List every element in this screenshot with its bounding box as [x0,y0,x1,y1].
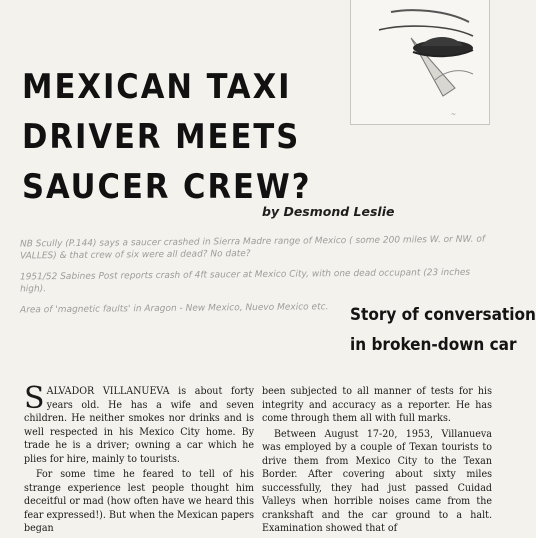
body-paragraph-4: Between August 17-20, 1953, Villanueva was employed by a couple of Texan tourists to drive them from Mexico City to the Texan Border. After covering about sixty miles successfully, they had just passed Cuidad Valleys when horrible noises came from the crankshaft and the car ground to a halt. Examination showed that of [262,427,492,534]
body-column-left [24,381,254,538]
svg-text:~: ~ [451,111,457,118]
body-paragraph-1-text: ALVADOR VILLANUEVA is about forty years old. He has a wife and seven children. He neither smokes nor drinks and is well respected in his Mexico City home. By trade he is a driver; owning a car which he plies for hire, mainly to tourists. [24,385,254,465]
body-column-right [262,385,492,538]
drop-cap: S [24,381,45,416]
article-deck [350,300,536,360]
byline: by Desmond Leslie [262,204,395,219]
handwritten-note-2: 1951/52 Sabines Post reports crash of 4ft saucer at Mexico City, with one dead occupant (23 inches high). [19,267,471,295]
saucer-drawing-icon [351,0,489,124]
body-paragraph-1 [24,381,254,466]
article-title [22,62,312,212]
body-paragraph-3: been subjected to all manner of tests for his integrity and accuracy as a reporter. He has come through them all with full marks. [262,385,492,424]
body-paragraph-2: For some time he feared to tell of his strange experience lest people thought him deceitful or mad (how often have we heard this fear expressed!). But when the Mexican papers began [24,468,254,534]
title-line-2: DRIVER MEETS [22,117,301,157]
handwritten-note-3: Area of 'magnetic faults' in Aragon - New Mexico, Nuevo Mexico etc. [19,302,329,316]
flying-saucer-illustration [350,0,490,125]
title-line-3: SAUCER CREW? [22,167,312,207]
deck-line-1: Story of conversation [350,305,536,325]
handwritten-note-1: NB Scully (P.144) says a saucer crashed in Sierra Madre range of Mexico ( some 200 miles W. or NW. of VALLES) & that crew of six were all dead? No date? [19,234,486,262]
deck-line-2: in broken-down car [350,335,517,355]
title-line-1: MEXICAN TAXI [22,67,292,107]
